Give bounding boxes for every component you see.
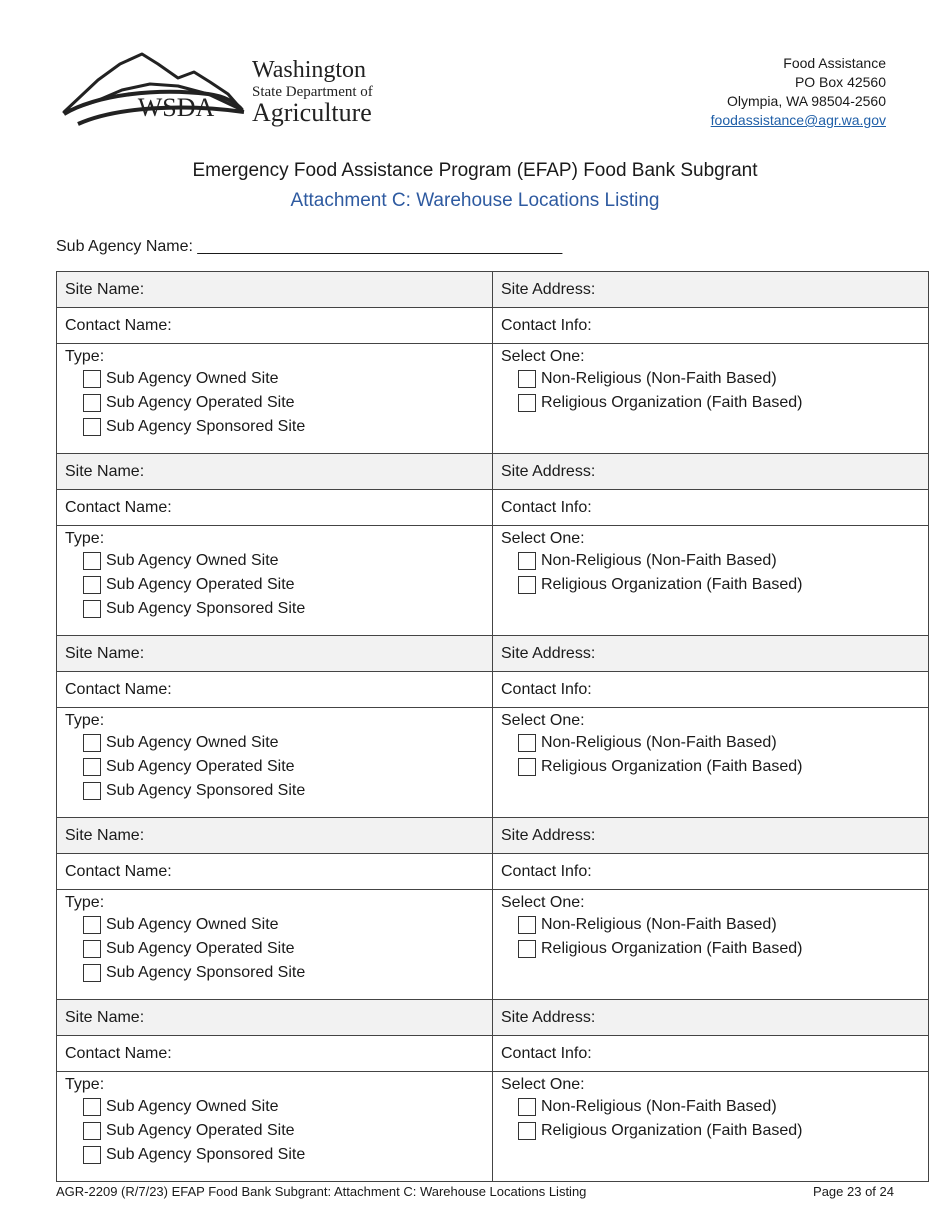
org-checkbox[interactable] [518,1098,536,1116]
type-option-label: Sub Agency Owned Site [106,1098,279,1115]
site-address-cell[interactable] [493,454,929,490]
org-option [501,755,920,779]
contact-name-label: Contact Name: [65,863,172,880]
type-label: Type: [65,1076,105,1093]
type-option-label: Sub Agency Sponsored Site [106,418,306,435]
site-address-cell[interactable] [493,272,929,308]
site-name-label: Site Name: [65,645,145,662]
type-option [65,779,484,803]
type-option [65,1119,484,1143]
contact-name-cell[interactable] [57,672,493,708]
type-option [65,731,484,755]
site-name-row [57,818,929,854]
type-option-label: Sub Agency Operated Site [106,758,295,775]
site-name-cell[interactable] [57,818,493,854]
contact-email-link[interactable]: foodassistance@agr.wa.gov [710,112,886,128]
org-checkbox[interactable] [518,1122,536,1140]
org-option [501,367,920,391]
page-subtitle: Attachment C: Warehouse Locations Listing [290,190,660,211]
org-checkbox[interactable] [518,370,536,388]
sites-table [56,271,929,1182]
org-option-label: Non-Religious (Non-Faith Based) [541,370,777,387]
contact-row [57,490,929,526]
org-option [501,1095,920,1119]
site-address-label: Site Address: [501,1009,596,1026]
type-option [65,549,484,573]
site-address-label: Site Address: [501,281,596,298]
type-checkbox[interactable] [83,964,101,982]
org-checkbox[interactable] [518,758,536,776]
contact-name-label: Contact Name: [65,317,172,334]
logo-line-1: Washington [252,57,367,83]
logo-abbr: WSDA [137,93,215,122]
type-checkbox[interactable] [83,394,101,412]
contact-info-label: Contact Info: [501,863,592,880]
org-option-label: Non-Religious (Non-Faith Based) [541,734,777,751]
type-label: Type: [65,712,105,729]
org-option-label: Religious Organization (Faith Based) [541,758,803,775]
type-checkbox[interactable] [83,370,101,388]
contact-block [711,54,886,130]
select-one-label: Select One: [501,530,585,547]
org-option-label: Non-Religious (Non-Faith Based) [541,916,777,933]
org-option-label: Non-Religious (Non-Faith Based) [541,1098,777,1115]
select-one-cell [493,708,929,818]
type-cell [57,1072,493,1182]
type-option [65,961,484,985]
site-address-label: Site Address: [501,827,596,844]
type-option [65,367,484,391]
select-one-cell [493,526,929,636]
site-address-cell[interactable] [493,818,929,854]
contact-row [57,672,929,708]
contact-line-1: Food Assistance [783,55,886,71]
type-checkbox[interactable] [83,782,101,800]
contact-name-cell[interactable] [57,1036,493,1072]
site-address-cell[interactable] [493,636,929,672]
contact-name-cell[interactable] [57,854,493,890]
site-address-label: Site Address: [501,645,596,662]
site-address-label: Site Address: [501,463,596,480]
org-option [501,937,920,961]
type-row [57,708,929,818]
contact-info-cell[interactable] [493,672,929,708]
contact-info-label: Contact Info: [501,1045,592,1062]
type-row [57,526,929,636]
type-checkbox[interactable] [83,916,101,934]
type-checkbox[interactable] [83,600,101,618]
logo-line-2: State Department of [252,84,373,100]
org-option-label: Religious Organization (Faith Based) [541,394,803,411]
type-option-label: Sub Agency Operated Site [106,394,295,411]
footer-form-id: AGR-2209 (R/7/23) EFAP Food Bank Subgrant: Attachment C: Warehouse Locations Listing [56,1184,587,1199]
type-checkbox[interactable] [83,576,101,594]
type-label: Type: [65,348,105,365]
contact-name-cell[interactable] [57,308,493,344]
type-option [65,573,484,597]
site-name-row [57,272,929,308]
contact-info-cell[interactable] [493,308,929,344]
site-name-label: Site Name: [65,281,145,298]
select-one-cell [493,890,929,1000]
org-option [501,1119,920,1143]
type-option [65,755,484,779]
contact-info-label: Contact Info: [501,681,592,698]
type-option [65,415,484,439]
type-checkbox[interactable] [83,758,101,776]
type-option-label: Sub Agency Operated Site [106,940,295,957]
type-cell [57,708,493,818]
type-checkbox[interactable] [83,734,101,752]
site-name-row [57,454,929,490]
type-checkbox[interactable] [83,552,101,570]
type-option [65,1095,484,1119]
org-option [501,731,920,755]
site-address-cell[interactable] [493,1000,929,1036]
site-name-cell[interactable] [57,272,493,308]
type-checkbox[interactable] [83,1122,101,1140]
type-label: Type: [65,530,105,547]
sub-agency-name-field[interactable]: Sub Agency Name: _________________________________________ [56,238,563,255]
contact-row [57,308,929,344]
type-checkbox[interactable] [83,418,101,436]
type-option [65,937,484,961]
type-cell [57,526,493,636]
contact-row [57,1036,929,1072]
type-option-label: Sub Agency Owned Site [106,552,279,569]
org-checkbox[interactable] [518,916,536,934]
org-option-label: Religious Organization (Faith Based) [541,1122,803,1139]
site-name-label: Site Name: [65,463,145,480]
type-option-label: Sub Agency Operated Site [106,576,295,593]
org-option-label: Religious Organization (Faith Based) [541,940,803,957]
org-checkbox[interactable] [518,394,536,412]
site-name-label: Site Name: [65,827,145,844]
contact-name-label: Contact Name: [65,499,172,516]
type-row [57,890,929,1000]
contact-name-cell[interactable] [57,490,493,526]
select-one-label: Select One: [501,348,585,365]
contact-info-label: Contact Info: [501,317,592,334]
footer-page-number: Page 23 of 24 [813,1184,894,1199]
type-row [57,344,929,454]
type-cell [57,890,493,1000]
type-option [65,1143,484,1167]
select-one-cell [493,1072,929,1182]
org-option-label: Religious Organization (Faith Based) [541,576,803,593]
org-option [501,549,920,573]
org-option-label: Non-Religious (Non-Faith Based) [541,552,777,569]
contact-name-label: Contact Name: [65,1045,172,1062]
type-option-label: Sub Agency Sponsored Site [106,782,306,799]
logo-wordmark [252,58,373,126]
type-checkbox[interactable] [83,1098,101,1116]
type-option-label: Sub Agency Owned Site [106,370,279,387]
org-option [501,573,920,597]
contact-name-label: Contact Name: [65,681,172,698]
type-option-label: Sub Agency Owned Site [106,734,279,751]
select-one-label: Select One: [501,894,585,911]
type-checkbox[interactable] [83,940,101,958]
type-label: Type: [65,894,105,911]
type-option-label: Sub Agency Sponsored Site [106,1146,306,1163]
contact-info-label: Contact Info: [501,499,592,516]
contact-line-3: Olympia, WA 98504-2560 [726,93,886,109]
type-option-label: Sub Agency Sponsored Site [106,964,306,981]
type-option-label: Sub Agency Operated Site [106,1122,295,1139]
site-name-label: Site Name: [65,1009,145,1026]
select-one-label: Select One: [501,712,585,729]
site-name-cell[interactable] [57,1000,493,1036]
type-cell [57,344,493,454]
logo-line-3: Agriculture [252,98,372,127]
contact-line-2: PO Box 42560 [794,74,886,90]
site-name-cell[interactable] [57,636,493,672]
type-row [57,1072,929,1182]
site-name-row [57,636,929,672]
org-checkbox[interactable] [518,552,536,570]
select-one-cell [493,344,929,454]
contact-info-cell[interactable] [493,1036,929,1072]
page-title: Emergency Food Assistance Program (EFAP) Food Bank Subgrant [192,160,758,181]
select-one-label: Select One: [501,1076,585,1093]
contact-info-cell[interactable] [493,490,929,526]
org-checkbox[interactable] [518,940,536,958]
type-option [65,597,484,621]
org-option [501,913,920,937]
org-checkbox[interactable] [518,576,536,594]
org-checkbox[interactable] [518,734,536,752]
contact-info-cell[interactable] [493,854,929,890]
type-option [65,391,484,415]
site-name-cell[interactable] [57,454,493,490]
type-checkbox[interactable] [83,1146,101,1164]
org-option [501,391,920,415]
contact-row [57,854,929,890]
type-option-label: Sub Agency Owned Site [106,916,279,933]
type-option [65,913,484,937]
type-option-label: Sub Agency Sponsored Site [106,600,306,617]
site-name-row [57,1000,929,1036]
